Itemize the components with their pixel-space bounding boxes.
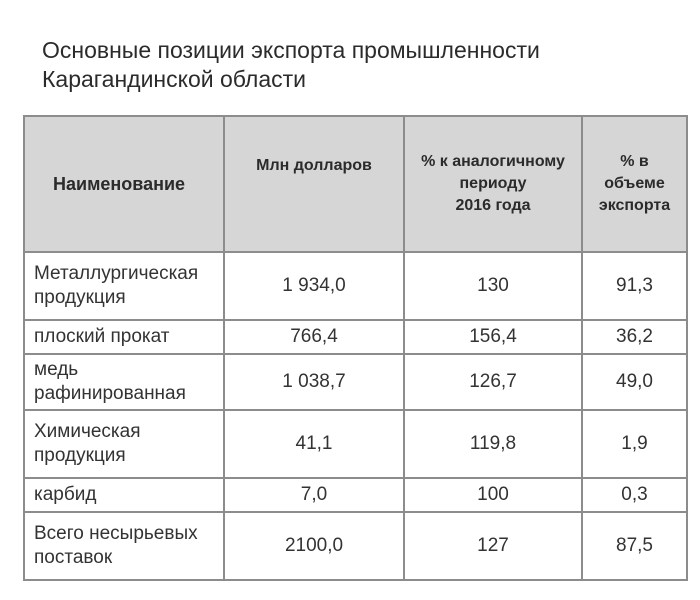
row-name-line-2: рафинированная: [34, 383, 186, 404]
title-line-1: Основные позиции экспорта промышленности: [42, 37, 540, 63]
export-table: [23, 115, 688, 581]
header-name-label: Наименование: [53, 174, 186, 194]
header-pct-share-line-1: % в: [620, 153, 649, 170]
row-usd: 2100,0: [224, 512, 404, 580]
table-row: [24, 252, 687, 320]
page-title: [42, 36, 662, 94]
row-name-line-1: Химическая: [34, 421, 141, 442]
table-row: [24, 478, 687, 512]
row-name: [24, 320, 224, 354]
row-name: [24, 252, 224, 320]
row-pct-share: 87,5: [582, 512, 687, 580]
table-row: [24, 354, 687, 410]
table-body: [24, 252, 687, 580]
header-pct-prev-line-1: % к аналогичному: [421, 153, 565, 170]
header-row: [24, 116, 687, 252]
row-pct-share: 36,2: [582, 320, 687, 354]
row-pct-prev: 119,8: [404, 410, 582, 478]
row-usd: 7,0: [224, 478, 404, 512]
header-pct-prev: [404, 116, 582, 252]
header-pct-share: [582, 116, 687, 252]
row-name-line-1: карбид: [34, 484, 97, 505]
row-usd: 1 038,7: [224, 354, 404, 410]
row-usd: 766,4: [224, 320, 404, 354]
row-name: [24, 354, 224, 410]
row-name-line-1: медь: [34, 359, 79, 380]
row-usd: 1 934,0: [224, 252, 404, 320]
row-name: [24, 410, 224, 478]
row-usd: 41,1: [224, 410, 404, 478]
header-name: [24, 116, 224, 252]
row-pct-prev: 156,4: [404, 320, 582, 354]
row-pct-share: 49,0: [582, 354, 687, 410]
header-pct-prev-line-2: периоду: [459, 175, 527, 192]
row-name-line-2: продукция: [34, 287, 126, 308]
row-name-line-2: поставок: [34, 547, 113, 568]
title-line-2: Карагандинской области: [42, 66, 306, 92]
row-pct-prev: 127: [404, 512, 582, 580]
table-row: [24, 410, 687, 478]
header-pct-share-line-3: экспорта: [598, 197, 671, 214]
row-pct-prev: 126,7: [404, 354, 582, 410]
header-pct-prev-line-3: 2016 года: [455, 197, 531, 214]
table-header: [24, 116, 687, 252]
header-usd: [224, 116, 404, 252]
row-name: [24, 512, 224, 580]
header-pct-share-line-2: объеме: [604, 175, 665, 192]
table-row: [24, 512, 687, 580]
header-usd-label: Млн долларов: [256, 157, 372, 174]
row-pct-share: 0,3: [582, 478, 687, 512]
row-pct-prev: 100: [404, 478, 582, 512]
row-name-line-1: Всего несырьевых: [34, 523, 198, 544]
row-pct-prev: 130: [404, 252, 582, 320]
table-row: [24, 320, 687, 354]
row-name-line-2: продукция: [34, 445, 126, 466]
row-name-line-1: плоский прокат: [34, 326, 170, 347]
row-pct-share: 91,3: [582, 252, 687, 320]
row-pct-share: 1,9: [582, 410, 687, 478]
row-name-line-1: Металлургическая: [34, 263, 199, 284]
row-name: [24, 478, 224, 512]
